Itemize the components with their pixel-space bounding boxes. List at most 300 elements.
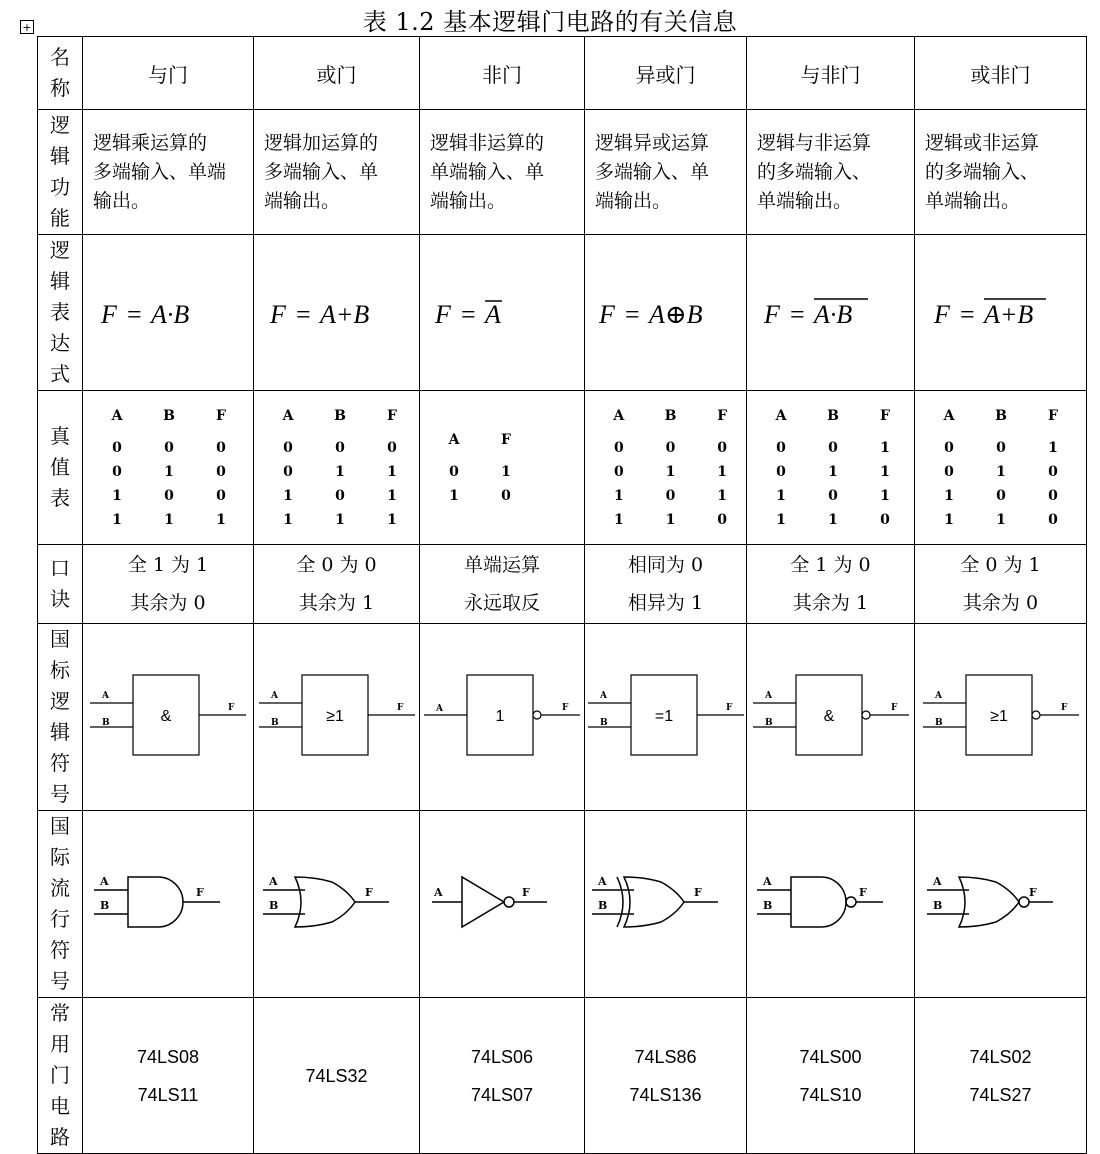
input-label: A xyxy=(100,875,109,888)
truth-table-cell xyxy=(747,391,915,545)
truth-row xyxy=(89,436,245,460)
rhyme-line: 其余为 0 xyxy=(130,592,206,614)
gate-function xyxy=(915,110,1087,235)
truth-value: 1 xyxy=(335,511,345,528)
logic-expression xyxy=(93,283,243,343)
row-common-chips xyxy=(38,998,1087,1154)
input-label: A xyxy=(268,875,278,888)
row-header-char: 式 xyxy=(50,362,70,386)
chip-model: 74LS07 xyxy=(470,1084,534,1105)
truth-value: 0 xyxy=(112,463,122,480)
output-label: F xyxy=(562,703,569,713)
expr-rhs: A xyxy=(485,299,501,329)
truth-value: 1 xyxy=(501,463,511,480)
row-header-char: 用 xyxy=(50,1032,70,1056)
truth-value: 0 xyxy=(387,439,397,456)
standard-symbol-cell xyxy=(83,624,254,811)
row-header-char: 符 xyxy=(50,751,70,775)
gate-name: 与门 xyxy=(83,37,254,110)
rhyme-line: 其余为 0 xyxy=(962,592,1039,614)
standard-symbol-cell xyxy=(420,624,585,811)
row-name xyxy=(38,37,1087,110)
row-header-char: 号 xyxy=(50,782,70,806)
gate-function-symbol: ≥1 xyxy=(989,708,1008,725)
truth-table xyxy=(591,404,746,532)
truth-header-cell: A xyxy=(775,407,787,424)
truth-row xyxy=(89,508,245,532)
truth-value: 0 xyxy=(335,487,345,504)
truth-row xyxy=(753,460,909,484)
function-line: 端输出。 xyxy=(595,189,672,212)
standard-symbol-cell xyxy=(915,624,1087,811)
gate-name: 或非门 xyxy=(915,37,1087,110)
input-label: A xyxy=(102,691,109,701)
truth-value: 1 xyxy=(216,511,226,528)
gate-function-symbol: 1 xyxy=(495,708,505,725)
rhyme-line: 全 1 为 0 xyxy=(790,554,871,576)
truth-value: 0 xyxy=(216,439,226,456)
truth-table xyxy=(426,428,530,508)
function-line: 逻辑异或运算 xyxy=(595,131,710,154)
logic-expression xyxy=(591,283,741,343)
function-line: 单端输出。 xyxy=(925,189,1021,212)
input-label: B xyxy=(764,718,773,728)
standard-gate-symbol xyxy=(586,665,746,765)
rhyme-line: 相同为 0 xyxy=(627,554,704,576)
standard-gate-symbol xyxy=(422,665,582,765)
gate-expression-cell xyxy=(420,235,585,391)
standard-symbol-cell xyxy=(747,624,915,811)
truth-spacer xyxy=(591,428,643,436)
expr-equals: = xyxy=(959,299,975,329)
truth-value: 1 xyxy=(880,487,890,504)
row-header-std-symbol xyxy=(38,624,83,811)
output-label: F xyxy=(858,886,867,899)
rhyme-line: 全 0 为 1 xyxy=(960,554,1041,576)
truth-value: 0 xyxy=(944,463,954,480)
row-header-expression xyxy=(38,235,83,391)
row-header-char: 逻 xyxy=(50,238,70,262)
truth-row xyxy=(426,460,530,484)
truth-value: 0 xyxy=(665,439,676,456)
gate-function xyxy=(420,110,585,235)
truth-value: 0 xyxy=(776,463,786,480)
output-label: F xyxy=(725,703,732,713)
row-header-char: 达 xyxy=(50,331,70,355)
expr-output-var: F xyxy=(269,299,286,329)
output-label: F xyxy=(1028,886,1037,899)
truth-row xyxy=(921,508,1077,532)
truth-table-cell xyxy=(254,391,420,545)
truth-value: 0 xyxy=(449,463,459,480)
gate-function-symbol: ≥1 xyxy=(325,708,344,725)
input-label: B xyxy=(762,899,772,912)
truth-value: 1 xyxy=(613,487,624,504)
and-body xyxy=(791,877,846,927)
and-body xyxy=(128,877,183,927)
gate-name: 非门 xyxy=(420,37,585,110)
truth-row xyxy=(753,508,909,532)
truth-value: 1 xyxy=(164,511,174,528)
function-line: 单端输出。 xyxy=(757,189,853,212)
expr-rhs: A+B xyxy=(983,299,1033,329)
truth-row xyxy=(591,508,746,532)
buffer-triangle xyxy=(462,877,504,927)
function-line: 多端输入、单 xyxy=(264,160,379,183)
truth-row xyxy=(260,484,416,508)
gate-rhyme xyxy=(254,545,420,624)
standard-symbol-cell xyxy=(585,624,747,811)
truth-value: 1 xyxy=(944,511,954,528)
row-header-char: 功 xyxy=(50,175,70,199)
truth-row xyxy=(260,460,416,484)
input-label: A xyxy=(597,875,607,888)
truth-value: 1 xyxy=(387,487,397,504)
expr-output-var: F xyxy=(933,299,950,329)
truth-row xyxy=(921,460,1077,484)
common-chips xyxy=(83,998,254,1154)
international-gate-symbol xyxy=(88,852,248,952)
truth-header-cell: B xyxy=(995,407,1007,424)
truth-value: 1 xyxy=(665,511,676,528)
truth-value: 0 xyxy=(1048,487,1058,504)
logic-expression xyxy=(262,283,412,343)
row-header-chips xyxy=(38,998,83,1154)
truth-row xyxy=(591,436,746,460)
international-symbol-cell xyxy=(254,811,420,998)
row-standard-symbol xyxy=(38,624,1087,811)
truth-value: 0 xyxy=(996,439,1006,456)
truth-value: 0 xyxy=(828,439,838,456)
gate-name: 与非门 xyxy=(747,37,915,110)
gate-function xyxy=(83,110,254,235)
truth-value: 1 xyxy=(996,511,1006,528)
expr-output-var: F xyxy=(101,299,117,329)
truth-value: 0 xyxy=(828,487,838,504)
row-header-truth xyxy=(38,391,83,545)
output-label: F xyxy=(396,703,403,713)
expr-equals: = xyxy=(295,299,311,329)
truth-value: 1 xyxy=(164,463,174,480)
gate-rhyme xyxy=(83,545,254,624)
row-header-char: 号 xyxy=(50,969,70,993)
gate-name: 或门 xyxy=(254,37,420,110)
expr-equals: = xyxy=(624,299,640,329)
expr-rhs: A⊕B xyxy=(648,299,703,329)
row-expression xyxy=(38,235,1087,391)
expr-equals: = xyxy=(461,299,476,329)
expr-rhs: A+B xyxy=(319,299,369,329)
row-header-char: 真 xyxy=(50,424,70,448)
row-header-char: 流 xyxy=(50,876,70,900)
truth-header-cell: B xyxy=(664,407,677,424)
output-label: F xyxy=(364,886,373,899)
truth-value: 1 xyxy=(717,463,728,480)
table-move-handle-icon[interactable]: + xyxy=(20,20,34,34)
truth-row xyxy=(260,508,416,532)
truth-value: 0 xyxy=(880,511,890,528)
common-chips xyxy=(420,998,585,1154)
international-symbol-cell xyxy=(83,811,254,998)
chip-model: 74LS136 xyxy=(629,1084,702,1105)
truth-table-header xyxy=(260,404,416,428)
negation-bubble xyxy=(1019,897,1029,907)
standard-gate-symbol xyxy=(88,665,248,765)
row-international-symbol xyxy=(38,811,1087,998)
row-header-char: 电 xyxy=(50,1094,70,1118)
row-header-function xyxy=(38,110,83,235)
output-label: F xyxy=(522,886,530,899)
truth-row xyxy=(753,436,909,460)
standard-gate-symbol xyxy=(257,665,417,765)
truth-value: 1 xyxy=(776,511,786,528)
row-header-char: 符 xyxy=(50,938,70,962)
output-label: F xyxy=(228,703,235,713)
input-label: A xyxy=(932,875,942,888)
rhyme-line: 全 0 为 0 xyxy=(296,554,377,576)
truth-row xyxy=(260,436,416,460)
truth-value: 1 xyxy=(828,511,838,528)
input-label: A xyxy=(270,691,278,701)
truth-value: 0 xyxy=(717,439,728,456)
row-header-intl-symbol xyxy=(38,811,83,998)
truth-table xyxy=(89,404,245,532)
truth-header-cell: A xyxy=(282,407,294,424)
truth-header-cell: A xyxy=(111,407,123,424)
truth-value: 1 xyxy=(996,463,1006,480)
truth-value: 1 xyxy=(283,511,293,528)
truth-table-cell xyxy=(585,391,747,545)
truth-value: 0 xyxy=(216,487,226,504)
truth-value: 1 xyxy=(112,487,122,504)
truth-header-cell: F xyxy=(1048,407,1058,424)
expr-output-var: F xyxy=(598,299,615,329)
truth-row xyxy=(89,484,245,508)
truth-header-cell: A xyxy=(448,431,460,448)
negation-bubble xyxy=(504,897,514,907)
or-body xyxy=(624,877,684,927)
expr-equals: = xyxy=(127,299,142,329)
row-header-char: 际 xyxy=(50,845,70,869)
logic-expression xyxy=(756,283,906,343)
international-symbol-cell xyxy=(747,811,915,998)
gate-expression-cell xyxy=(747,235,915,391)
truth-header-cell: F xyxy=(387,407,397,424)
chip-model: 74LS10 xyxy=(799,1084,862,1105)
international-symbol-cell xyxy=(585,811,747,998)
international-gate-symbol xyxy=(921,852,1081,952)
input-label: B xyxy=(597,899,607,912)
common-chips xyxy=(747,998,915,1154)
truth-value: 1 xyxy=(387,511,397,528)
truth-header-cell: B xyxy=(827,407,839,424)
truth-value: 1 xyxy=(112,511,122,528)
international-gate-symbol xyxy=(422,852,582,952)
truth-value: 1 xyxy=(880,439,890,456)
row-header-char: 国 xyxy=(50,627,70,651)
gate-rhyme xyxy=(420,545,585,624)
row-rhyme xyxy=(38,545,1087,624)
truth-value: 0 xyxy=(665,487,676,504)
chip-model: 74LS08 xyxy=(136,1046,200,1067)
input-label: B xyxy=(270,718,279,728)
truth-table-cell xyxy=(83,391,254,545)
function-line: 逻辑乘运算的 xyxy=(93,131,208,154)
logic-expression xyxy=(926,283,1076,343)
input-label: B xyxy=(100,899,110,912)
gate-rhyme xyxy=(915,545,1087,624)
truth-row xyxy=(921,436,1077,460)
output-label: F xyxy=(1060,703,1067,713)
row-header-char: 表 xyxy=(50,300,70,324)
chip-model: 74LS11 xyxy=(137,1084,199,1105)
gate-expression-cell xyxy=(83,235,254,391)
international-symbol-cell xyxy=(420,811,585,998)
truth-value: 0 xyxy=(164,439,174,456)
truth-value: 0 xyxy=(613,439,624,456)
truth-value: 1 xyxy=(665,463,676,480)
function-line: 输出。 xyxy=(93,189,151,212)
input-label: B xyxy=(599,718,608,728)
truth-value: 0 xyxy=(944,439,954,456)
truth-row xyxy=(591,484,746,508)
rhyme-line: 单端运算 xyxy=(463,554,540,576)
gate-function-symbol: & xyxy=(823,708,834,725)
gate-name: 异或门 xyxy=(585,37,747,110)
expr-rhs: A·B xyxy=(151,299,190,329)
standard-symbol-cell xyxy=(254,624,420,811)
truth-value: 0 xyxy=(164,487,174,504)
expr-output-var: F xyxy=(435,299,451,329)
truth-row xyxy=(89,460,245,484)
truth-table-header xyxy=(921,404,1077,428)
input-label: A xyxy=(762,875,772,888)
row-header-char: 逻 xyxy=(50,689,70,713)
truth-value: 0 xyxy=(283,439,293,456)
row-function xyxy=(38,110,1087,235)
rhyme-line: 其余为 1 xyxy=(792,592,869,614)
input-label: A xyxy=(764,691,772,701)
truth-value: 1 xyxy=(335,463,345,480)
truth-table-cell xyxy=(420,391,585,545)
input-label: B xyxy=(932,899,942,912)
output-label: F xyxy=(693,886,702,899)
negation-bubble xyxy=(846,897,856,907)
international-gate-symbol xyxy=(751,852,911,952)
truth-value: 1 xyxy=(880,463,890,480)
rhyme-line: 永远取反 xyxy=(463,592,540,614)
gate-function xyxy=(254,110,420,235)
chip-model: 74LS00 xyxy=(799,1046,862,1067)
row-header-char: 辑 xyxy=(50,720,70,744)
expr-rhs: A·B xyxy=(813,299,852,329)
standard-gate-symbol xyxy=(921,665,1081,765)
gate-expression-cell xyxy=(915,235,1087,391)
truth-header-cell: A xyxy=(613,407,625,424)
truth-header-cell: F xyxy=(717,407,728,424)
row-header-char: 值 xyxy=(50,455,70,479)
truth-table-header xyxy=(89,404,245,428)
rhyme-line: 相异为 1 xyxy=(627,592,704,614)
row-header-char: 国 xyxy=(50,814,70,838)
row-header-char: 辑 xyxy=(50,144,70,168)
truth-spacer xyxy=(260,428,312,436)
truth-table-header xyxy=(426,428,530,452)
truth-spacer xyxy=(921,428,973,436)
truth-row xyxy=(426,484,530,508)
rhyme-line: 其余为 1 xyxy=(298,592,375,614)
negation-bubble xyxy=(862,711,870,719)
truth-value: 0 xyxy=(776,439,786,456)
rhyme-line: 全 1 为 1 xyxy=(127,554,209,576)
table-caption: 表 1.2 基本逻辑门电路的有关信息 xyxy=(362,8,738,36)
truth-value: 0 xyxy=(283,463,293,480)
row-header-char: 门 xyxy=(50,1063,70,1087)
gate-rhyme xyxy=(747,545,915,624)
truth-value: 1 xyxy=(828,463,838,480)
truth-value: 1 xyxy=(776,487,786,504)
international-symbol-cell xyxy=(915,811,1087,998)
gate-expression-cell xyxy=(585,235,747,391)
truth-table-cell xyxy=(915,391,1087,545)
chip-model: 74LS86 xyxy=(634,1046,697,1067)
function-line: 逻辑非运算的 xyxy=(430,131,545,154)
truth-table-header xyxy=(753,404,909,428)
truth-table xyxy=(260,404,416,532)
truth-value: 1 xyxy=(1048,439,1058,456)
truth-value: 0 xyxy=(613,463,624,480)
common-chips xyxy=(254,998,420,1154)
truth-row xyxy=(591,460,746,484)
row-header-char: 口 xyxy=(50,556,70,580)
input-label: B xyxy=(102,718,110,728)
row-header-char: 逻 xyxy=(50,113,70,137)
function-line: 逻辑加运算的 xyxy=(264,131,379,154)
common-chips xyxy=(585,998,747,1154)
or-body xyxy=(959,877,1019,927)
function-line: 多端输入、单 xyxy=(595,160,710,183)
truth-header-cell: F xyxy=(216,407,226,424)
truth-table-header xyxy=(591,404,746,428)
truth-value: 0 xyxy=(1048,463,1058,480)
truth-header-cell: B xyxy=(163,407,175,424)
truth-row xyxy=(921,484,1077,508)
negation-bubble xyxy=(1032,711,1040,719)
input-label: A xyxy=(599,691,607,701)
row-header-char: 诀 xyxy=(50,587,70,611)
standard-gate-symbol xyxy=(751,665,911,765)
international-gate-symbol xyxy=(257,852,417,952)
row-header-char: 称 xyxy=(50,76,70,100)
truth-value: 0 xyxy=(501,487,511,504)
row-header-char: 标 xyxy=(50,658,70,682)
truth-value: 0 xyxy=(717,511,728,528)
truth-value: 1 xyxy=(387,463,397,480)
input-label: B xyxy=(934,718,943,728)
truth-spacer xyxy=(753,428,805,436)
row-header-char: 辑 xyxy=(50,269,70,293)
row-header-rhyme xyxy=(38,545,83,624)
row-header-char: 常 xyxy=(50,1001,70,1025)
truth-value: 0 xyxy=(335,439,345,456)
truth-header-cell: A xyxy=(943,407,955,424)
truth-value: 1 xyxy=(283,487,293,504)
gate-function xyxy=(585,110,747,235)
negation-bubble xyxy=(533,711,541,719)
truth-header-cell: F xyxy=(501,431,511,448)
chip-model: 74LS06 xyxy=(470,1046,534,1067)
truth-value: 0 xyxy=(1048,511,1058,528)
